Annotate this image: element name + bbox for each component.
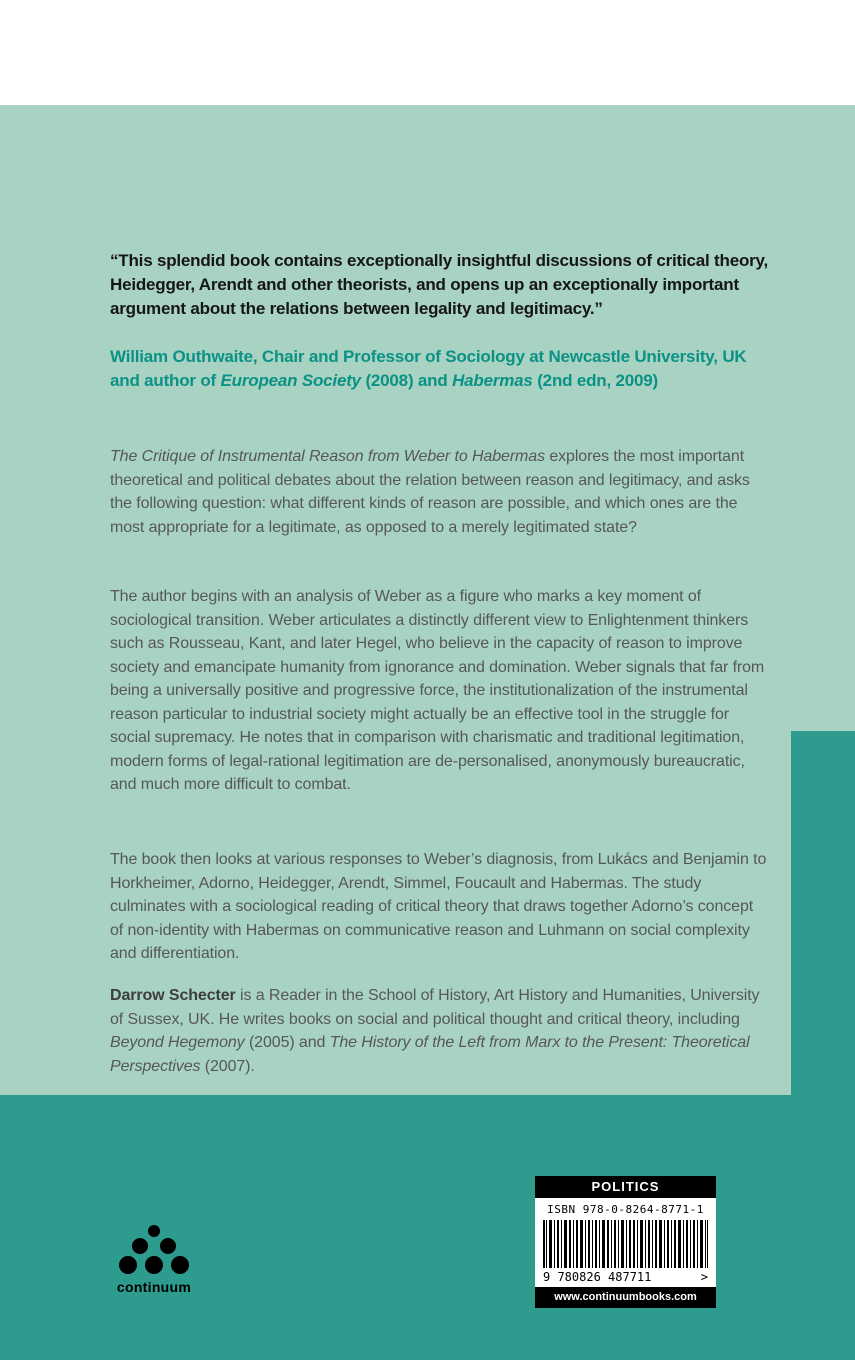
synopsis-paragraph-2: The author begins with an analysis of Weber as a figure who marks a key moment of sociological transition. Weber articulates a distinctly different view to Enlightenment thinkers such as Rousseau, Kant, and later Hegel, who believe in the capacity of reason to improve society and emancipate humanity from ignorance and domination. Weber signals that far from being a universally positive and progressive force, the institutionalization of the instrumental reason particular to industrial society might actually be an effective tool in the struggle for social supremacy. He notes that in comparison with charismatic and traditional legitimation, modern forms of legal-rational legitimation are de-personalised, anonymously bureaucratic, and much more difficult to combat.	[110, 588, 765, 793]
bio-book-title: Beyond Hegemony	[110, 1034, 245, 1051]
bio-book-title: The History of the Left from Marx to the Present: Theoretical Perspectives	[110, 1034, 750, 1075]
author-name: Darrow Schecter	[110, 987, 236, 1004]
synopsis-paragraph-3: The book then looks at various responses to Weber’s diagnosis, from Lukács and Benjamin to Horkheimer, Adorno, Heidegger, Arendt, Simmel, Foucault and Habermas. The study culminates with a sociological reading of critical theory that draws together Adorno’s concept of non-identity with Habermas on communicative reason and Luhmann on social complexity and differentiation.	[110, 851, 767, 962]
isbn-label: ISBN 978-0-8264-8771-1	[547, 1203, 704, 1216]
bio-text: is a Reader in the School of History, Art History and Humanities, University of Sussex, UK. He writes books on social and political thought and critical theory, including	[110, 987, 760, 1028]
bio-text: (2007).	[200, 1057, 255, 1075]
barcode-quiet-zone-arrow: >	[700, 1270, 708, 1284]
publisher-website: www.continuumbooks.com	[535, 1287, 716, 1308]
barcode-block	[535, 1176, 716, 1308]
synopsis-paragraph-1	[110, 445, 770, 539]
barcode-body	[535, 1198, 716, 1287]
author-bio	[110, 984, 770, 1078]
publisher-logo-text: continuum	[116, 1279, 192, 1295]
book-title: The Critique of Instrumental Reason from Weber to Habermas	[110, 448, 545, 465]
barcode-digits-row	[542, 1270, 709, 1284]
attribution-text: (2nd edn, 2009)	[532, 371, 658, 390]
review-quote: “This splendid book contains exceptionally insightful discussions of critical theory, Heidegger, Arendt and other theorists, and opens up an exceptionally important argument about the relations between legality and legitimacy.”	[110, 251, 769, 318]
barcode-digits: 9 780826 487711	[543, 1270, 652, 1284]
attribution-book-title: Habermas	[452, 371, 533, 390]
attribution-text: William Outhwaite, Chair and Professor of Sociology at Newcastle University, UK and author of	[110, 347, 747, 390]
continuum-dots-icon	[119, 1222, 189, 1274]
attribution-book-title: European Society	[220, 371, 361, 390]
synopsis-text: explores the most important theoretical and political debates about the relation between reason and legitimacy, and asks the following question: what different kinds of reason are possible, and which ones are the most appropriate for a legitimate, as opposed to a merely legitimated state?	[110, 448, 750, 536]
review-attribution	[110, 345, 770, 393]
attribution-text: (2008) and	[360, 371, 453, 390]
bio-text: (2005) and	[244, 1034, 330, 1051]
publisher-logo	[112, 1222, 196, 1295]
barcode-bars-icon	[543, 1220, 708, 1268]
cover-edge-strip	[791, 731, 855, 1095]
category-label: POLITICS	[535, 1176, 716, 1198]
